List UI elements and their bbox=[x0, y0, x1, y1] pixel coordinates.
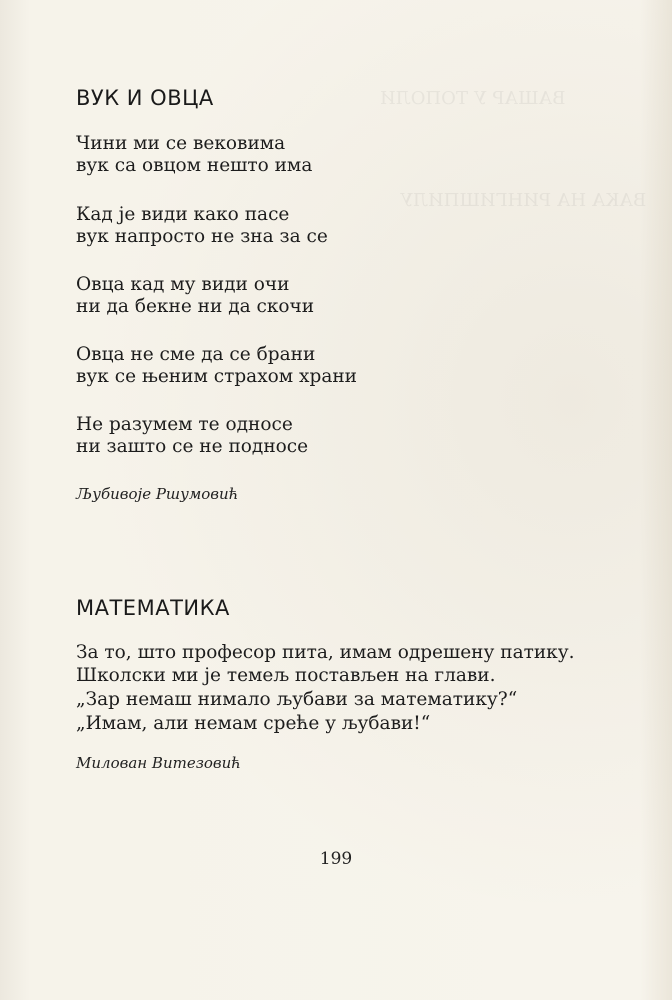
poem-line: „Зар немаш нимало љубави за математику?“ bbox=[76, 689, 518, 710]
poem-line: За то, што професор пита, имам одрешену патику. bbox=[76, 642, 575, 663]
poem-title: ВУК И ОВЦА bbox=[76, 86, 214, 110]
poem-line: вук са овцом нешто има bbox=[76, 155, 313, 176]
poem-line: Чини ми се вековима bbox=[76, 133, 286, 154]
poem-line: вук се њеним страхом храни bbox=[76, 366, 358, 387]
poem-line: Овца кад му види очи bbox=[76, 274, 290, 295]
poem-line: Овца не сме да се брани bbox=[76, 344, 316, 365]
poem-line: вук напросто не зна за се bbox=[76, 226, 328, 247]
poem-line: Кад је види како пасе bbox=[76, 204, 290, 225]
poem-line: ни да бекне ни да скочи bbox=[76, 296, 315, 317]
poem-line: Школски ми је темељ постављен на глави. bbox=[76, 665, 496, 686]
poem-title: МАТЕМАТИКА bbox=[76, 596, 230, 620]
show-through-text: ВАКА НА РИНГИШПИЛУ bbox=[400, 190, 647, 211]
poem-author: Милован Витезовић bbox=[76, 754, 241, 772]
poem-line: „Имам, али немам среће у љубави!“ bbox=[76, 713, 431, 734]
poem-line: Не разумем те односе bbox=[76, 414, 293, 435]
poem-author: Љубивоје Ршумовић bbox=[76, 485, 239, 503]
page-number: 199 bbox=[319, 849, 353, 869]
show-through-text: ВАШАР У ТОПОЛИ bbox=[380, 88, 566, 109]
poem-line: ни зашто се не подносе bbox=[76, 436, 309, 457]
